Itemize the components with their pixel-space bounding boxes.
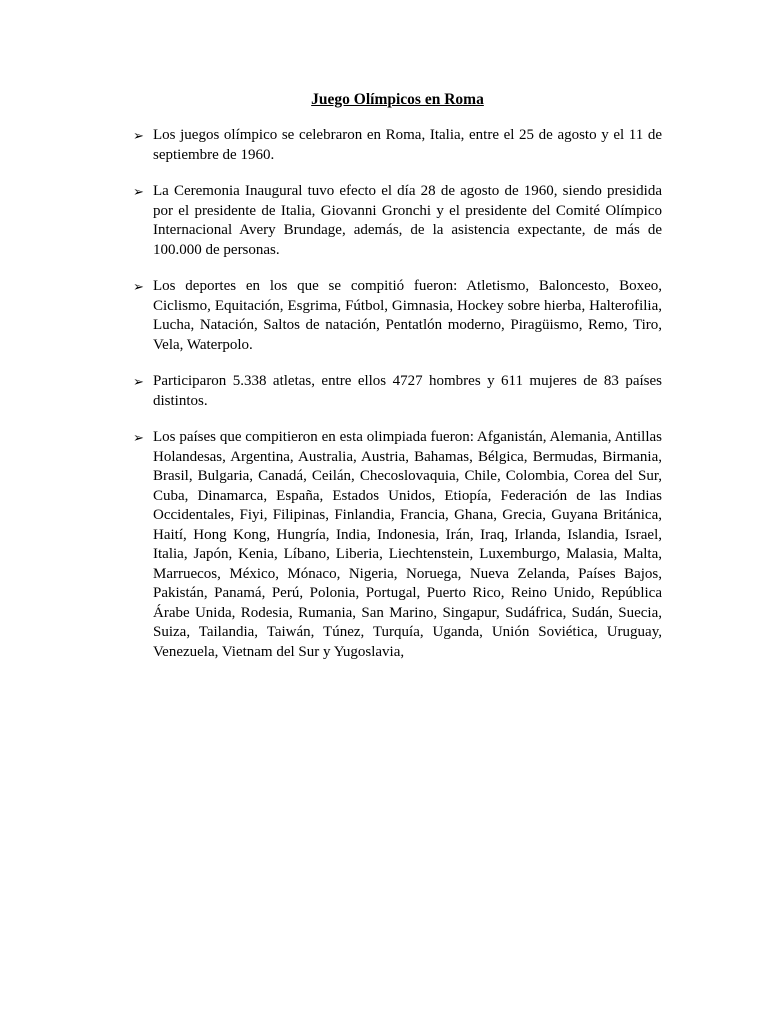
bullet-arrow-icon: ➢ [133, 279, 144, 294]
bullet-arrow-icon: ➢ [133, 374, 144, 389]
bullet-item [133, 126, 662, 165]
bullet-list [133, 126, 662, 662]
bullet-text: Participaron 5.338 atletas, entre ellos 4727 hombres y 611 mujeres de 83 países distintos. [153, 373, 662, 409]
bullet-arrow-icon: ➢ [133, 430, 144, 445]
bullet-arrow-icon: ➢ [133, 184, 144, 199]
bullet-text: Los países que compitieron en esta olimpiada fueron: Afganistán, Alemania, Antillas Holandesas, Argentina, Australia, Austria, Bahamas, Bélgica, Bermudas, Birmania, Brasil, Bulgaria, Canadá, Ceilán, Checoslovaquia, Chile, Colombia, Corea del Sur, Cuba, Dinamarca, España, Estados Unidos, Etiopía, Federación de las Indias Occidentales, Fiyi, Filipinas, Finlandia, Francia, Ghana, Grecia, Guyana Británica, Haití, Hong Kong, Hungría, India, Indonesia, Irán, Iraq, Irlanda, Islandia, Israel, Italia, Japón, Kenia, Líbano, Liberia, Liechtenstein, Luxemburgo, Malasia, Malta, Marruecos, México, Mónaco, Nigeria, Noruega, Nueva Zelanda, Países Bajos, Pakistán, Panamá, Perú, Polonia, Portugal, Puerto Rico, Reino Unido, República Árabe Unida, Rodesia, Rumania, San Marino, Singapur, Sudáfrica, Sudán, Suecia, Suiza, Tailandia, Taiwán, Túnez, Turquía, Uganda, Unión Soviética, Uruguay, Venezuela, Vietnam del Sur y Yugoslavia, [153, 429, 662, 660]
bullet-item [133, 428, 662, 662]
bullet-text: Los juegos olímpico se celebraron en Roma, Italia, entre el 25 de agosto y el 11 de septiembre de 1960. [153, 127, 662, 163]
bullet-item [133, 182, 662, 260]
bullet-item [133, 372, 662, 411]
bullet-text: La Ceremonia Inaugural tuvo efecto el día 28 de agosto de 1960, siendo presidida por el presidente de Italia, Giovanni Gronchi y el presidente del Comité Olímpico Internacional Avery Brundage, además, de la asistencia expectante, de más de 100.000 de personas. [153, 183, 662, 258]
bullet-item [133, 277, 662, 355]
bullet-arrow-icon: ➢ [133, 128, 144, 143]
bullet-text: Los deportes en los que se compitió fueron: Atletismo, Baloncesto, Boxeo, Ciclismo, Equitación, Esgrima, Fútbol, Gimnasia, Hockey sobre hierba, Halterofilia, Lucha, Natación, Saltos de natación, Pentatlón moderno, Piragüismo, Remo, Tiro, Vela, Waterpolo. [153, 278, 662, 353]
page-title: Juego Olímpicos en Roma [311, 91, 484, 108]
